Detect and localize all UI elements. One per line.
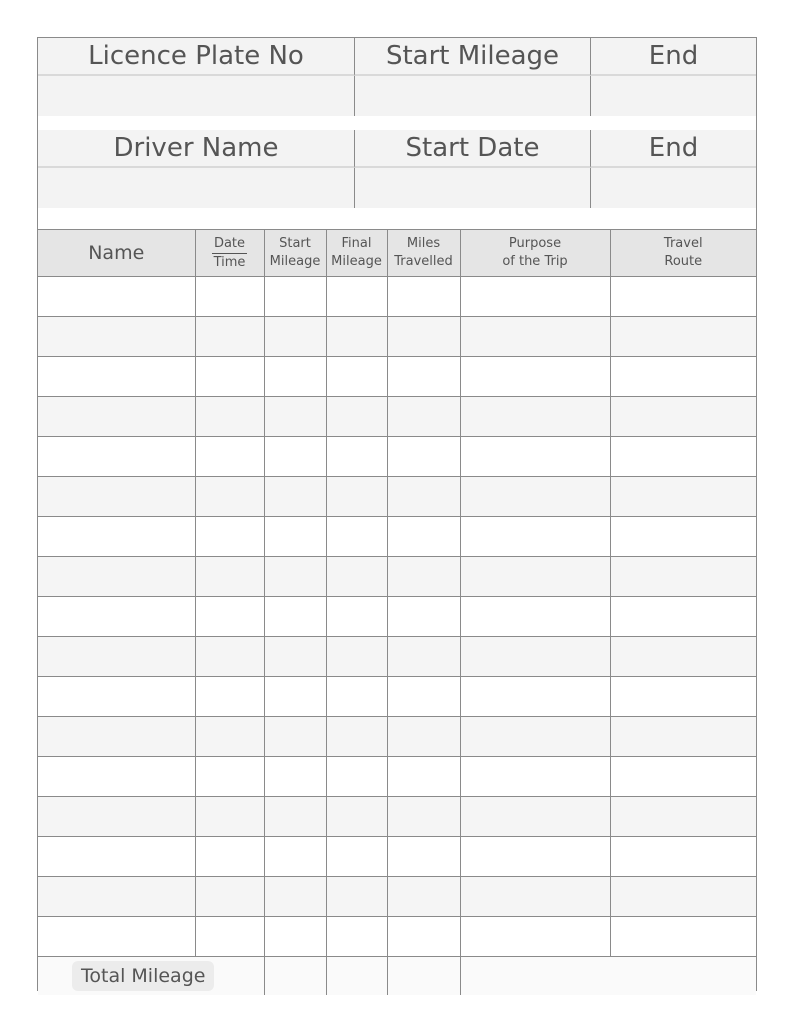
final-mileage-cell[interactable]: [326, 357, 387, 397]
end-mileage-label: End: [591, 38, 756, 76]
date-time-cell[interactable]: [195, 397, 264, 437]
miles-travelled-cell[interactable]: [387, 837, 460, 877]
col-header-start-mileage: Start Mileage: [264, 230, 326, 277]
date-time-cell[interactable]: [195, 557, 264, 597]
final-mileage-cell[interactable]: [326, 277, 387, 317]
end-date-label: End: [591, 130, 756, 168]
total-miles-travelled-cell[interactable]: [387, 957, 460, 995]
miles-travelled-cell[interactable]: [387, 597, 460, 637]
name-cell[interactable]: [38, 477, 195, 517]
col-header-miles-travelled: Miles Travelled: [387, 230, 460, 277]
table-row: [38, 477, 756, 517]
date-time-cell[interactable]: [195, 317, 264, 357]
name-cell[interactable]: [38, 557, 195, 597]
date-time-cell[interactable]: [195, 517, 264, 557]
purpose-cell[interactable]: [460, 797, 610, 837]
name-cell[interactable]: [38, 317, 195, 357]
final-mileage-cell[interactable]: [326, 477, 387, 517]
travel-route-cell[interactable]: [610, 597, 756, 637]
travel-route-cell[interactable]: [610, 477, 756, 517]
purpose-cell[interactable]: [460, 357, 610, 397]
travel-route-cell[interactable]: [610, 397, 756, 437]
table-row: [38, 877, 756, 917]
date-time-cell[interactable]: [195, 437, 264, 477]
travel-route-cell[interactable]: [610, 917, 756, 957]
start-mileage-cell[interactable]: [264, 757, 326, 797]
date-time-cell[interactable]: [195, 597, 264, 637]
name-cell[interactable]: [38, 277, 195, 317]
table-row: [38, 677, 756, 717]
miles-travelled-cell[interactable]: [387, 557, 460, 597]
start-mileage-cell[interactable]: [264, 837, 326, 877]
vehicle-info-section: [38, 38, 756, 116]
travel-route-cell[interactable]: [610, 277, 756, 317]
travel-route-cell[interactable]: [610, 797, 756, 837]
name-cell[interactable]: [38, 597, 195, 637]
table-row: [38, 277, 756, 317]
col-header-travel-route: Travel Route: [610, 230, 756, 277]
travel-route-cell[interactable]: [610, 677, 756, 717]
final-mileage-cell[interactable]: [326, 717, 387, 757]
name-cell[interactable]: [38, 437, 195, 477]
miles-travelled-cell[interactable]: [387, 477, 460, 517]
col-header-name: Name: [38, 230, 195, 277]
table-row: [38, 917, 756, 957]
name-cell[interactable]: [38, 837, 195, 877]
table-row: [38, 357, 756, 397]
date-time-cell[interactable]: [195, 637, 264, 677]
start-mileage-field[interactable]: [355, 76, 591, 116]
date-time-cell[interactable]: [195, 757, 264, 797]
total-notes-cell[interactable]: [460, 957, 756, 995]
driver-name-field[interactable]: [38, 168, 355, 208]
miles-travelled-cell[interactable]: [387, 357, 460, 397]
table-row: [38, 597, 756, 637]
miles-travelled-cell[interactable]: [387, 757, 460, 797]
purpose-cell[interactable]: [460, 917, 610, 957]
table-row: [38, 397, 756, 437]
date-time-cell[interactable]: [195, 877, 264, 917]
final-mileage-cell[interactable]: [326, 597, 387, 637]
travel-route-cell[interactable]: [610, 517, 756, 557]
final-mileage-cell[interactable]: [326, 397, 387, 437]
final-mileage-cell[interactable]: [326, 437, 387, 477]
final-mileage-cell[interactable]: [326, 917, 387, 957]
total-final-mileage-cell[interactable]: [326, 957, 387, 995]
purpose-cell[interactable]: [460, 877, 610, 917]
table-header-row: [38, 230, 756, 277]
purpose-cell[interactable]: [460, 717, 610, 757]
travel-route-cell[interactable]: [610, 717, 756, 757]
date-time-cell[interactable]: [195, 277, 264, 317]
miles-travelled-cell[interactable]: [387, 677, 460, 717]
miles-travelled-cell[interactable]: [387, 277, 460, 317]
purpose-cell[interactable]: [460, 477, 610, 517]
start-mileage-cell[interactable]: [264, 317, 326, 357]
col-header-final-mileage: Final Mileage: [326, 230, 387, 277]
table-row: [38, 517, 756, 557]
date-time-cell[interactable]: [195, 677, 264, 717]
miles-travelled-cell[interactable]: [387, 717, 460, 757]
name-cell[interactable]: [38, 637, 195, 677]
date-time-cell[interactable]: [195, 717, 264, 757]
name-cell[interactable]: [38, 757, 195, 797]
start-mileage-cell[interactable]: [264, 797, 326, 837]
final-mileage-cell[interactable]: [326, 517, 387, 557]
driver-name-label: Driver Name: [38, 130, 355, 168]
date-time-cell[interactable]: [195, 917, 264, 957]
final-mileage-cell[interactable]: [326, 677, 387, 717]
final-mileage-cell[interactable]: [326, 637, 387, 677]
start-mileage-cell[interactable]: [264, 637, 326, 677]
table-row: [38, 837, 756, 877]
purpose-cell[interactable]: [460, 277, 610, 317]
miles-travelled-cell[interactable]: [387, 437, 460, 477]
final-mileage-cell[interactable]: [326, 837, 387, 877]
date-time-cell[interactable]: [195, 477, 264, 517]
col-header-date-time: Date Time: [195, 230, 264, 277]
name-cell[interactable]: [38, 357, 195, 397]
purpose-cell[interactable]: [460, 637, 610, 677]
travel-route-cell[interactable]: [610, 877, 756, 917]
name-cell[interactable]: [38, 677, 195, 717]
end-mileage-field[interactable]: [591, 76, 756, 116]
miles-travelled-cell[interactable]: [387, 517, 460, 557]
miles-travelled-cell[interactable]: [387, 797, 460, 837]
name-cell[interactable]: [38, 397, 195, 437]
final-mileage-cell[interactable]: [326, 557, 387, 597]
total-start-mileage-cell[interactable]: [264, 957, 326, 995]
miles-travelled-cell[interactable]: [387, 637, 460, 677]
total-mileage-label: Total Mileage: [72, 961, 214, 991]
travel-route-cell[interactable]: [610, 757, 756, 797]
start-date-field[interactable]: [355, 168, 591, 208]
purpose-cell[interactable]: [460, 597, 610, 637]
table-row: [38, 637, 756, 677]
mileage-log-form: [37, 37, 757, 991]
name-cell[interactable]: [38, 877, 195, 917]
date-time-cell[interactable]: [195, 797, 264, 837]
total-mileage-row: [38, 957, 756, 995]
travel-route-cell[interactable]: [610, 437, 756, 477]
start-mileage-cell[interactable]: [264, 877, 326, 917]
table-row: [38, 797, 756, 837]
driver-info-section: [38, 130, 756, 208]
name-cell[interactable]: [38, 517, 195, 557]
start-mileage-cell[interactable]: [264, 917, 326, 957]
start-mileage-cell[interactable]: [264, 477, 326, 517]
travel-route-cell[interactable]: [610, 357, 756, 397]
table-row: [38, 717, 756, 757]
purpose-cell[interactable]: [460, 837, 610, 877]
total-mileage-label-cell: [38, 957, 264, 995]
start-mileage-cell[interactable]: [264, 677, 326, 717]
travel-route-cell[interactable]: [610, 317, 756, 357]
licence-plate-label: Licence Plate No: [38, 38, 355, 76]
table-row: [38, 557, 756, 597]
miles-travelled-cell[interactable]: [387, 877, 460, 917]
purpose-cell[interactable]: [460, 677, 610, 717]
start-date-label: Start Date: [355, 130, 591, 168]
start-mileage-cell[interactable]: [264, 597, 326, 637]
purpose-cell[interactable]: [460, 437, 610, 477]
table-row: [38, 757, 756, 797]
end-date-field[interactable]: [591, 168, 756, 208]
travel-route-cell[interactable]: [610, 837, 756, 877]
trip-log-table: [38, 229, 756, 995]
name-cell[interactable]: [38, 797, 195, 837]
start-mileage-cell[interactable]: [264, 277, 326, 317]
date-time-cell[interactable]: [195, 357, 264, 397]
name-cell[interactable]: [38, 917, 195, 957]
final-mileage-cell[interactable]: [326, 797, 387, 837]
purpose-cell[interactable]: [460, 317, 610, 357]
travel-route-cell[interactable]: [610, 557, 756, 597]
purpose-cell[interactable]: [460, 557, 610, 597]
licence-plate-field[interactable]: [38, 76, 355, 116]
start-mileage-cell[interactable]: [264, 397, 326, 437]
final-mileage-cell[interactable]: [326, 877, 387, 917]
date-time-cell[interactable]: [195, 837, 264, 877]
start-mileage-cell[interactable]: [264, 717, 326, 757]
table-row: [38, 437, 756, 477]
travel-route-cell[interactable]: [610, 637, 756, 677]
start-mileage-label: Start Mileage: [355, 38, 591, 76]
purpose-cell[interactable]: [460, 757, 610, 797]
miles-travelled-cell[interactable]: [387, 317, 460, 357]
final-mileage-cell[interactable]: [326, 317, 387, 357]
name-cell[interactable]: [38, 717, 195, 757]
start-mileage-cell[interactable]: [264, 357, 326, 397]
start-mileage-cell[interactable]: [264, 557, 326, 597]
purpose-cell[interactable]: [460, 517, 610, 557]
miles-travelled-cell[interactable]: [387, 397, 460, 437]
miles-travelled-cell[interactable]: [387, 917, 460, 957]
table-row: [38, 317, 756, 357]
start-mileage-cell[interactable]: [264, 437, 326, 477]
final-mileage-cell[interactable]: [326, 757, 387, 797]
col-header-purpose: Purpose of the Trip: [460, 230, 610, 277]
start-mileage-cell[interactable]: [264, 517, 326, 557]
purpose-cell[interactable]: [460, 397, 610, 437]
